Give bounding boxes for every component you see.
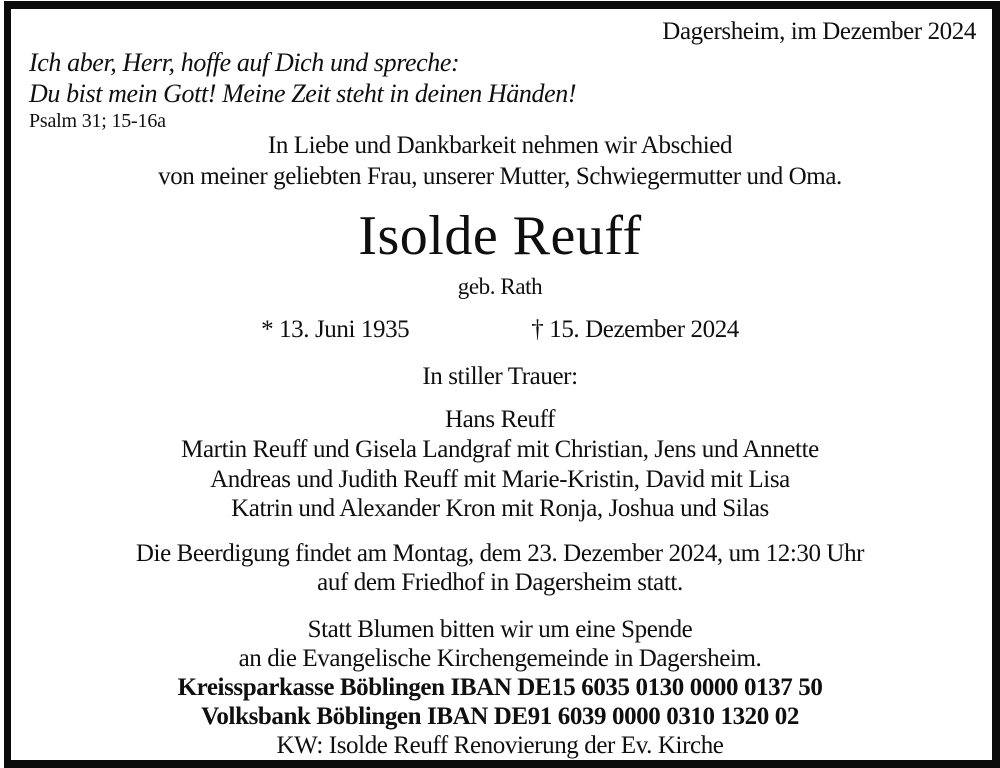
- funeral-info-line1: Die Beerdigung findet am Montag, dem 23. Dezember 2024, um 12:30 Uhr: [135, 540, 865, 567]
- scripture-quote-line1: Ich aber, Herr, hoffe auf Dich und spreche:: [29, 48, 460, 77]
- life-dates-row: [0, 316, 1000, 344]
- scripture-source: Psalm 31; 15-16a: [29, 110, 166, 132]
- mourner-line: Katrin und Alexander Kron mit Ronja, Joshua und Silas: [231, 495, 769, 522]
- deceased-name: Isolde Reuff: [358, 205, 642, 267]
- intro-line1: In Liebe und Dankbarkeit nehmen wir Abschied: [267, 132, 733, 159]
- scripture-quote-line2: Du bist mein Gott! Meine Zeit steht in deinen Händen!: [29, 79, 577, 108]
- mourner-line: Martin Reuff und Gisela Landgraf mit Christian, Jens und Annette: [181, 436, 819, 463]
- mourner-line: Hans Reuff: [444, 406, 556, 433]
- maiden-name: geb. Rath: [457, 274, 543, 299]
- intro-line2: von meiner geliebten Frau, unserer Mutter, Schwiegermutter und Oma.: [158, 163, 842, 190]
- funeral-info-line2: auf dem Friedhof in Dagersheim statt.: [317, 569, 683, 596]
- donation-line2: an die Evangelische Kirchengemeinde in Dagersheim.: [238, 645, 762, 672]
- dateline: Dagersheim, im Dezember 2024: [662, 18, 976, 45]
- mourner-line: Andreas und Judith Reuff mit Marie-Kristin, David mit Lisa: [210, 466, 790, 493]
- donation-line1: Statt Blumen bitten wir um eine Spende: [307, 616, 693, 643]
- death-date: † 15. Dezember 2024: [531, 316, 739, 343]
- birth-date: * 13. Juni 1935: [261, 316, 410, 343]
- donation-reference: KW: Isolde Reuff Renovierung der Ev. Kirche: [276, 732, 724, 759]
- bank-account-line1: Kreissparkasse Böblingen IBAN DE15 6035 0130 0000 0137 50: [177, 674, 823, 701]
- mourning-heading: In stiller Trauer:: [422, 363, 578, 390]
- bank-account-line2: Volksbank Böblingen IBAN DE91 6039 0000 0310 1320 02: [201, 703, 799, 730]
